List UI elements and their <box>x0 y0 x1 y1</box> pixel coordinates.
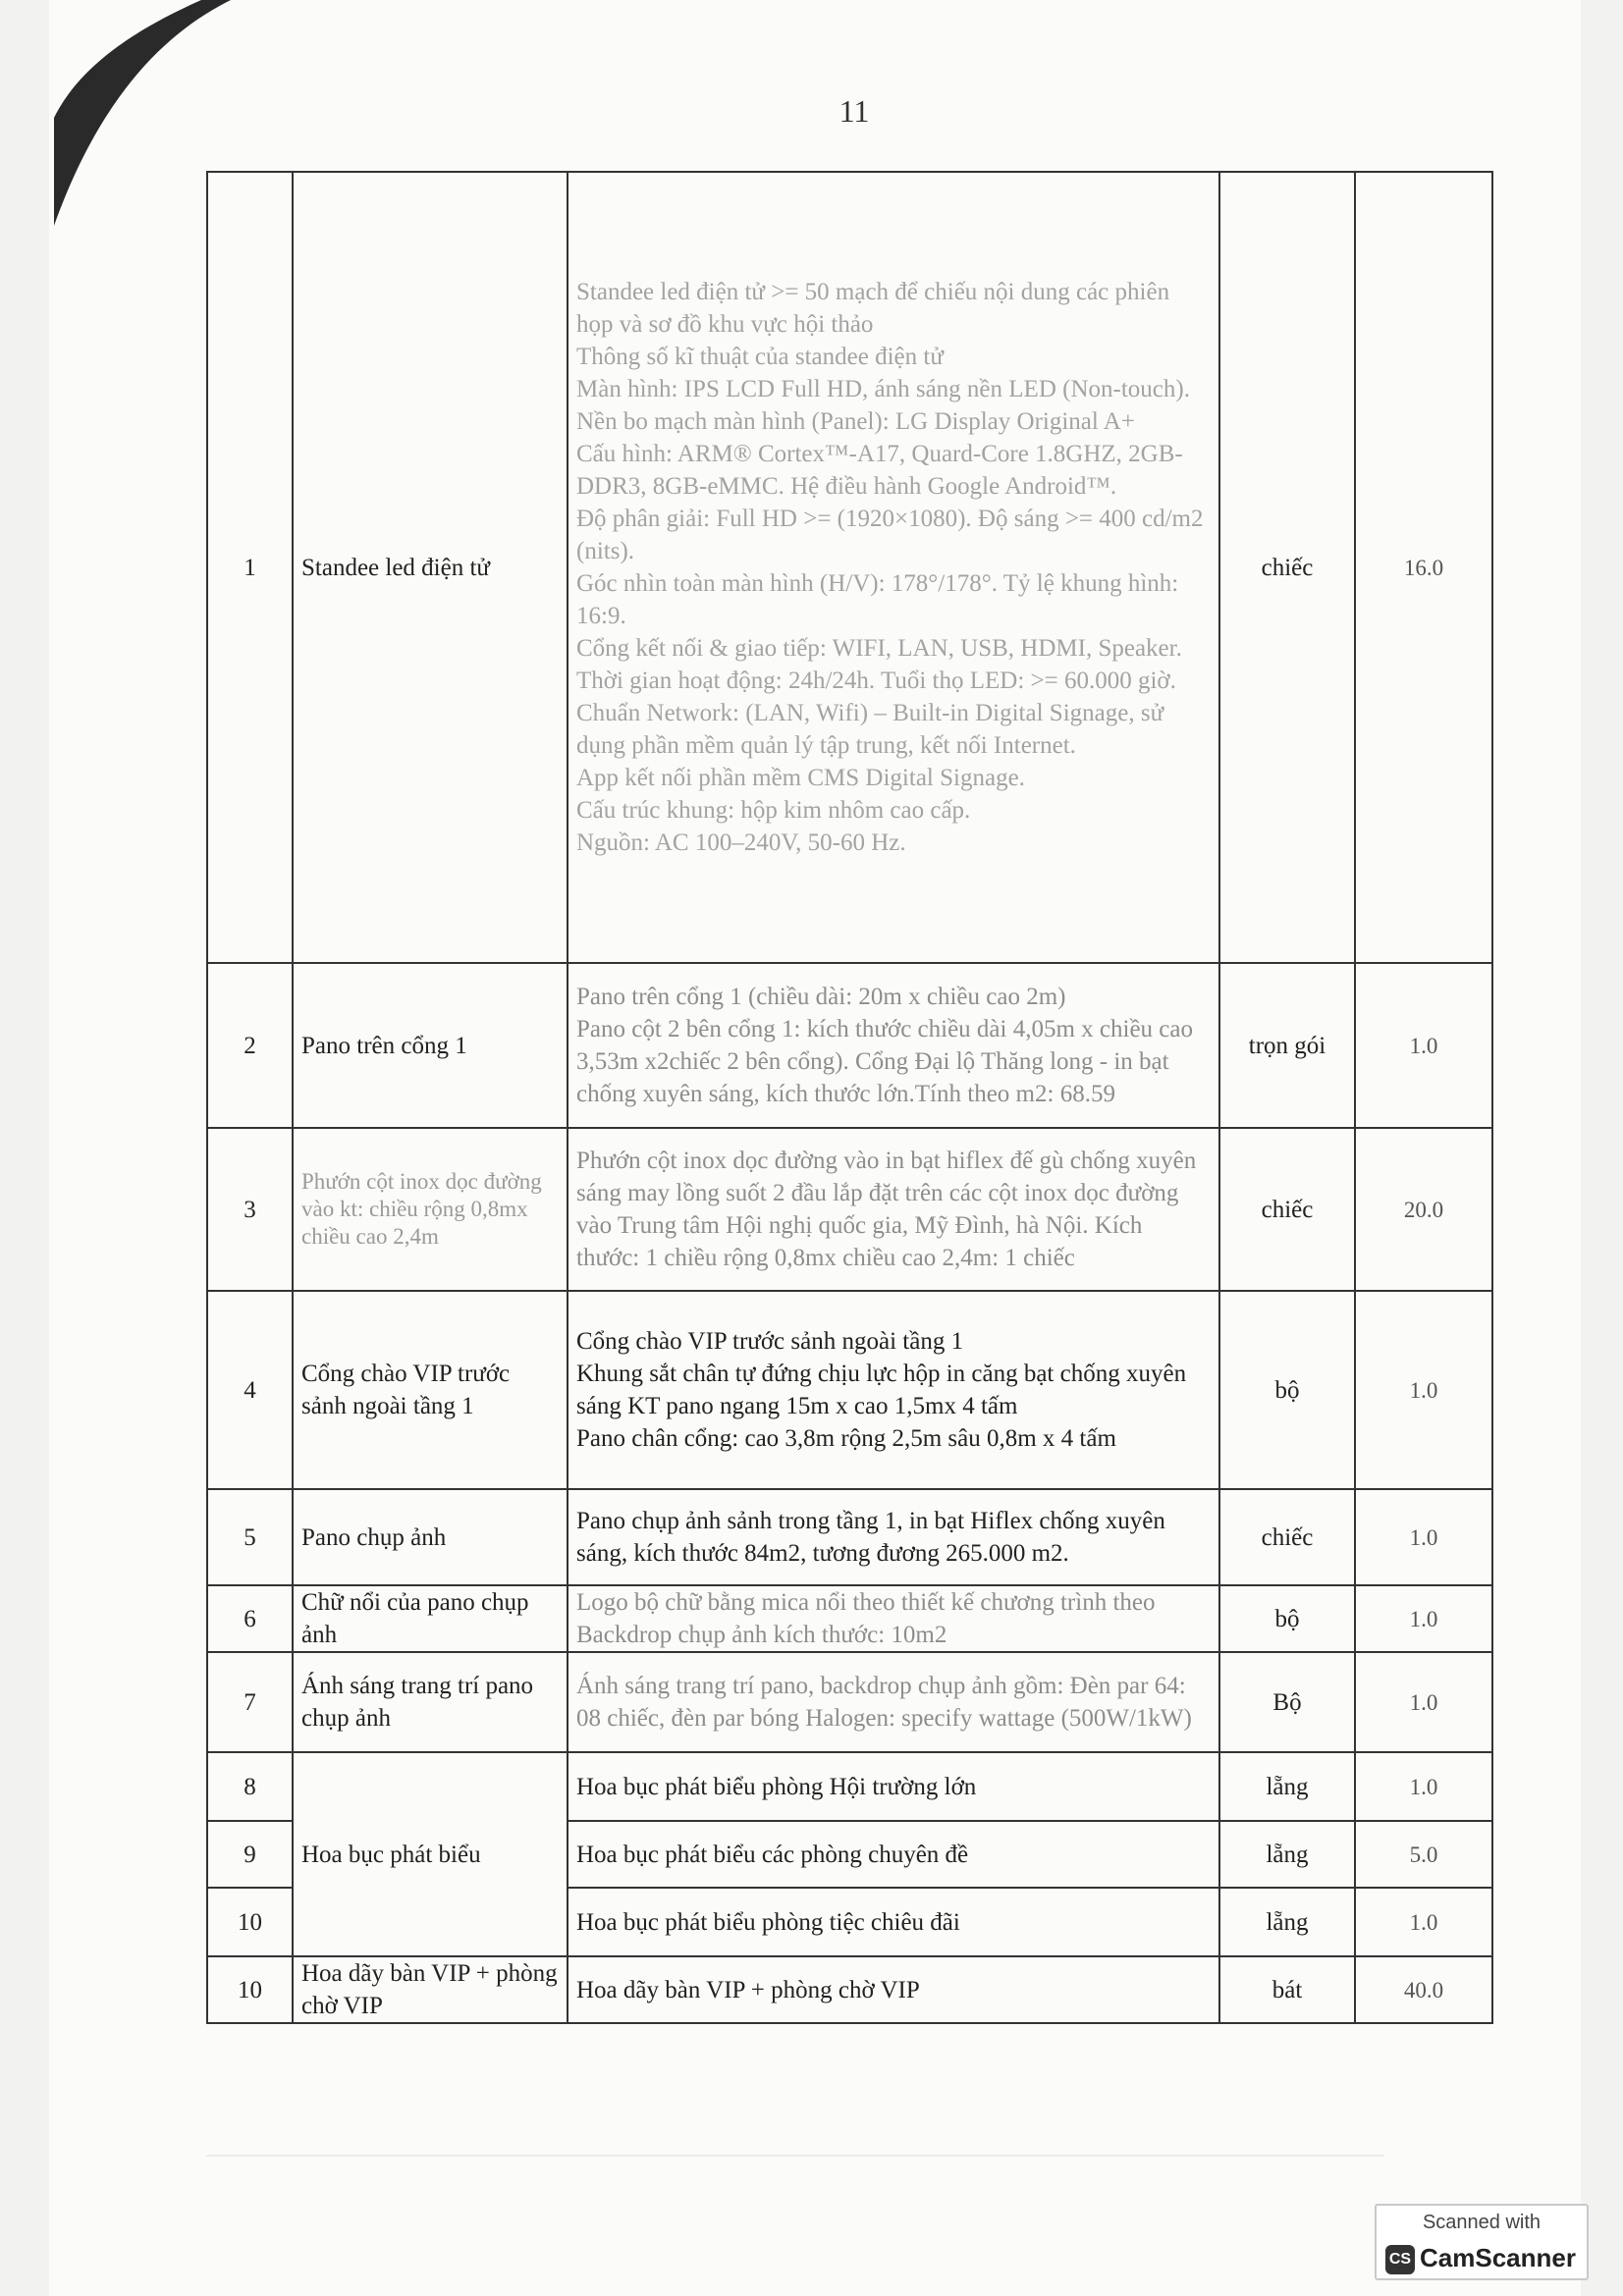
item-name: Chữ nổi của pano chụp ảnh <box>293 1585 568 1652</box>
row-number: 3 <box>207 1128 293 1291</box>
item-quantity <box>1355 1489 1492 1585</box>
quantity-value: 1.0 <box>1409 1377 1438 1403</box>
item-description: Pano trên cổng 1 (chiều dài: 20m x chiều cao 2m) Pano cột 2 bên cổng 1: kích thước chiều dài 4,05m x chiều cao 3,53m x2chiếc 2 bên cổng). Cổng Đại lộ Thăng long - in bạt chống xuyên sáng, kích thước lớn.Tính theo m2: 68.59 <box>568 963 1219 1128</box>
item-name: Cổng chào VIP trước sảnh ngoài tầng 1 <box>293 1291 568 1489</box>
item-quantity <box>1355 1821 1492 1888</box>
quantity-value: 1.0 <box>1409 1524 1438 1550</box>
quantity-value: 1.0 <box>1409 1033 1438 1058</box>
page-fold-shadow <box>54 0 231 226</box>
item-description: Hoa bục phát biểu các phòng chuyên đề <box>568 1821 1219 1888</box>
item-description: Ánh sáng trang trí pano, backdrop chụp ảnh gồm: Đèn par 64: 08 chiếc, đèn par bóng Halogen: specify wattage (500W/1kW) <box>568 1652 1219 1752</box>
table-row <box>207 1652 1492 1752</box>
item-unit: bộ <box>1219 1291 1355 1489</box>
item-name: Pano trên cổng 1 <box>293 963 568 1128</box>
item-unit: lẵng <box>1219 1888 1355 1956</box>
quantity-value: 1.0 <box>1409 1689 1438 1715</box>
item-description: Hoa bục phát biểu phòng Hội trường lớn <box>568 1752 1219 1821</box>
page-number: 11 <box>839 93 870 129</box>
row-number: 8 <box>207 1752 293 1821</box>
table-row <box>207 1585 1492 1652</box>
row-number: 4 <box>207 1291 293 1489</box>
row-number: 1 <box>207 172 293 963</box>
row-number: 2 <box>207 963 293 1128</box>
table-row <box>207 1752 1492 1821</box>
item-quantity <box>1355 1888 1492 1956</box>
quantity-value: 1.0 <box>1409 1606 1438 1631</box>
table-row <box>207 1291 1492 1489</box>
scan-artifact-line <box>206 2155 1384 2157</box>
item-description: Hoa bục phát biểu phòng tiệc chiêu đãi <box>568 1888 1219 1956</box>
item-description: Hoa dãy bàn VIP + phòng chờ VIP <box>568 1956 1219 2023</box>
item-name: Hoa dãy bàn VIP + phòng chờ VIP <box>293 1956 568 2023</box>
item-unit: bộ <box>1219 1585 1355 1652</box>
table-row <box>207 963 1492 1128</box>
item-description: Logo bộ chữ bằng mica nổi theo thiết kế chương trình theo Backdrop chụp ảnh kích thước: 10m2 <box>568 1585 1219 1652</box>
item-description: Phướn cột inox dọc đường vào in bạt hiflex đế gù chống xuyên sáng may lồng suốt 2 đầu lắp đặt trên các cột inox dọc đường vào Trung tâm Hội nghị quốc gia, Mỹ Đình, hà Nội. Kích thước: 1 chiều rộng 0,8mx chiều cao 2,4m: 1 chiếc <box>568 1128 1219 1291</box>
item-quantity <box>1355 1956 1492 2023</box>
item-unit: Bộ <box>1219 1652 1355 1752</box>
row-number: 10 <box>207 1888 293 1956</box>
quantity-value: 5.0 <box>1409 1842 1438 1867</box>
row-number: 6 <box>207 1585 293 1652</box>
quantity-value: 1.0 <box>1409 1774 1438 1799</box>
item-quantity <box>1355 1291 1492 1489</box>
item-quantity <box>1355 1652 1492 1752</box>
row-number: 5 <box>207 1489 293 1585</box>
item-name: Pano chụp ảnh <box>293 1489 568 1585</box>
scanned-with-label: Scanned with <box>1422 2212 1542 2233</box>
quantity-value: 40.0 <box>1403 1977 1444 2002</box>
item-unit: bát <box>1219 1956 1355 2023</box>
item-description: Pano chụp ảnh sảnh trong tầng 1, in bạt Hiflex chống xuyên sáng, kích thước 84m2, tương đương 265.000 m2. <box>568 1489 1219 1585</box>
item-description: Standee led điện tử >= 50 mạch để chiếu nội dung các phiên họp và sơ đồ khu vực hội thảo Thông số kĩ thuật của standee điện tử Màn hình: IPS LCD Full HD, ánh sáng nền LED (Non-touch). Nền bo mạch màn hình (Panel): LG Display Original A+ Cấu hình: ARM® Cortex™-A17, Quard-Core 1.8GHZ, 2GB-DDR3, 8GB-eMMC. Hệ điều hành Google Android™. Độ phân giải: Full HD >= (1920×1080). Độ sáng >= 400 cd/m2 (nits). Góc nhìn toàn màn hình (H/V): 178°/178°. Tỷ lệ khung hình: 16:9. Cổng kết nối & giao tiếp: WIFI, LAN, USB, HDMI, Speaker. Thời gian hoạt động: 24h/24h. Tuổi thọ LED: >= 60.000 giờ. Chuẩn Network: (LAN, Wifi) – Built-in Digital Signage, sử dụng phần mềm quản lý tập trung, kết nối Internet. App kết nối phần mềm CMS Digital Signage. Cấu trúc khung: hộp kim nhôm cao cấp. Nguồn: AC 100–240V, 50-60 Hz. <box>568 172 1219 963</box>
table-row <box>207 1956 1492 2023</box>
quantity-value: 20.0 <box>1403 1197 1444 1222</box>
item-unit: lẵng <box>1219 1821 1355 1888</box>
item-name: Phướn cột inox dọc đường vào kt: chiều rộng 0,8mx chiều cao 2,4m <box>293 1128 568 1291</box>
quantity-value: 16.0 <box>1403 555 1444 580</box>
item-name: Ánh sáng trang trí pano chụp ảnh <box>293 1652 568 1752</box>
table-row <box>207 1489 1492 1585</box>
item-unit: chiếc <box>1219 1489 1355 1585</box>
item-unit: trọn gói <box>1219 963 1355 1128</box>
quantity-value: 1.0 <box>1409 1909 1438 1935</box>
item-quantity <box>1355 1585 1492 1652</box>
item-name: Standee led điện tử <box>293 172 568 963</box>
item-quantity <box>1355 1128 1492 1291</box>
item-unit: chiếc <box>1219 1128 1355 1291</box>
row-number: 9 <box>207 1821 293 1888</box>
item-quantity <box>1355 172 1492 963</box>
table-row <box>207 172 1492 963</box>
camscanner-logo-icon: CS <box>1385 2245 1415 2274</box>
camscanner-brand: CamScanner <box>1420 2243 1576 2272</box>
item-description: Cổng chào VIP trước sảnh ngoài tầng 1 Khung sắt chân tự đứng chịu lực hộp in căng bạt chống xuyên sáng KT pano ngang 15m x cao 1,5mx 4 tấm Pano chân cổng: cao 3,8m rộng 2,5m sâu 0,8m x 4 tấm <box>568 1291 1219 1489</box>
row-number: 10 <box>207 1956 293 2023</box>
item-name: Hoa bục phát biểu <box>293 1752 568 1956</box>
item-unit: lẵng <box>1219 1752 1355 1821</box>
item-unit: chiếc <box>1219 172 1355 963</box>
item-quantity <box>1355 963 1492 1128</box>
item-quantity <box>1355 1752 1492 1821</box>
table-row <box>207 1128 1492 1291</box>
row-number: 7 <box>207 1652 293 1752</box>
camscanner-badge <box>1375 2204 1589 2280</box>
items-table <box>206 171 1493 2024</box>
